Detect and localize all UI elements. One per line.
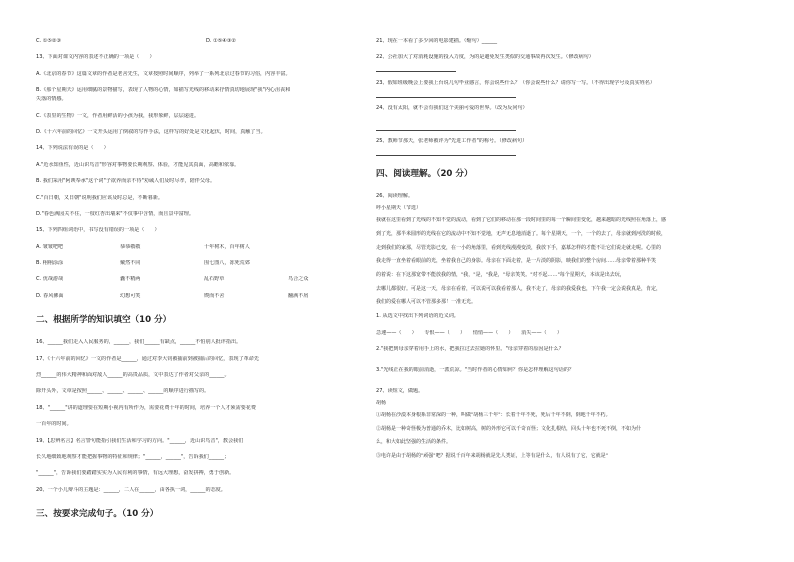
question-14: 14、下列说法有误的是（ ） <box>36 145 109 152</box>
answer-line-25 <box>376 147 761 163</box>
question-17-cont-2: 除开头外，文章是按照______、______、______、______的顺序进行描写的。 <box>36 388 210 395</box>
question-26: 26、阅读理解。 <box>376 193 414 200</box>
q15-b-1: B. 栩栩涂涂 <box>36 260 64 267</box>
question-18: 18、"______"讲的道理要在短期小视内有所作为，需要花费十年的时间，培养一个人才须需要花费 <box>36 404 257 411</box>
reading-passage-2 <box>376 412 761 467</box>
passage-line: 我走得一直坐着看眼前的光，坐着我自己的身影。母亲在下面走着，是一片淡的阴影，映我们的整个房间……母亲带着那种半笑 <box>376 258 657 265</box>
answer-blank[interactable] <box>376 151 516 156</box>
question-15: 15、下列四组词语中，书写没有错误的一项是（ ） <box>36 227 160 234</box>
q15-a-3: 十年树木，百年树人 <box>204 243 250 250</box>
question-25: 25、教师节那天，张老师被评为"先进工作者"的称号。（修改病句） <box>376 137 528 144</box>
question-22: 22、公社加大了对消耗设施的投入力度，为的是避免发生类似的交通事故再次发生。（修改病句） <box>376 54 594 61</box>
question-19-cont-1: 长久地细致地观察才能把握事物的特征和规律；"______，______"，告诉我们______； <box>36 453 230 460</box>
question-27: 27、读短文，做题。 <box>376 387 424 394</box>
q15-option-d <box>36 293 376 309</box>
q13-option-a: A.《北京的春节》这篇文章的作者是老舍先生，文章按照时间顺序，列举了一系列北京过春节的习俗，内容丰富。 <box>36 70 291 77</box>
q15-c-1: C. 优哉游哉 <box>36 276 64 283</box>
option-c: C. ①⑤②③ <box>36 38 62 44</box>
passage2-line: ③电许是由于胡杨的"顽强"吧？据说千百年来胡杨就是先人类证，上等有是什么，有人说有了它，它就是" <box>376 453 608 459</box>
answer-line-22 <box>376 63 761 79</box>
q15-a-1: A. 皱皱吧吧 <box>36 243 64 250</box>
passage-line: 到了光，那半米圆形的光线在它的流动中不知不觉地，无声无息地消逝了。每个星期天，一个，一个的去了，母亲就到河洗的时候， <box>376 231 667 238</box>
section-2-title: 二、根据所学的知识填空（10 分） <box>36 315 172 326</box>
passage-line: 去哪儿都很好。可是这一天，母亲在看着，可以说可以我看着那人，我不走了，母亲的我爱我也，下午我一定会说我真是，肯定， <box>376 285 662 292</box>
passage-line: 我就在这里看到了光线的不知不觉的流动，看到了它们的移动在那一段时间里的每一个瞬间里变化，越来越暗的光线照在角落上，感 <box>376 217 667 224</box>
passage2-line: 么，和大如此坚强的生活的条件。 <box>376 439 452 446</box>
sub-question-1-words: 急速——（ ） 专恨——（ ） 悄悄——（ ） 消失——（ ） <box>376 329 562 336</box>
q15-d-3: 锲而不舍 <box>204 292 225 299</box>
q15-d-2: 幻想可笑 <box>120 292 141 299</box>
reading-passage <box>376 217 761 313</box>
q15-b-2: 戴然不同 <box>120 260 141 267</box>
answer-line-23 <box>376 89 761 105</box>
q15-d-1: D. 春风佛面 <box>36 292 64 299</box>
q14-option-b: B. 我们采用"阿谀奉承"这个词"子欲养而亲不待"劝诫人们及时尽孝，陪伴父母。 <box>36 178 216 185</box>
q14-option-c: C."百日朝，又日朝"说明我们应该及时总是，不断暮新。 <box>36 194 164 201</box>
q13-option-c: C.《表里的生物》一文，作者用鲜活的小孩为我，我形象鲜，层层递进。 <box>36 112 200 119</box>
section-3-title: 三、按要求完成句子。（10 分） <box>36 509 159 520</box>
answer-blank[interactable] <box>376 67 456 72</box>
q15-b-3: 围七图八，冻死荒郊 <box>204 260 250 267</box>
passage2-line: ①胡杨在沙漠本身根系非常深的一种，叫做"胡杨三千年"：长着千年不死，死后千年不倒，倒地千年不朽。 <box>376 411 611 418</box>
q15-c-2: 囊不精两 <box>120 276 141 283</box>
passage2-title: 胡杨 <box>376 399 387 406</box>
option-line-cd <box>36 38 376 54</box>
passage-line: 我们的爱在哪人可以不管那多那！一准无光。 <box>376 299 477 306</box>
question-13: 13、下面对课文内容的表述不正确的一项是（ ） <box>36 54 155 61</box>
q15-a-2: 恭恭敬敬 <box>120 243 141 250</box>
q15-d-4: 翻满不屑 <box>288 292 309 299</box>
answer-blank[interactable] <box>376 93 516 98</box>
passage-line: 的着说：在下这那宽带不能放我的情，"我，"是，"我是，"母亲笑笑。"对不起……"每个星期天，本该是出去玩， <box>376 272 625 279</box>
sub-question-1: 1. 从选文中找出下列词语的近义词。 <box>376 313 459 320</box>
question-19-cont-2: "______"，告诉我们要踏踏实实为人民有利的事情，有远大理想，奋发拼搏，勇于创新。 <box>36 470 235 477</box>
q13-option-b-cont: 失落的情感。 <box>36 96 67 103</box>
answer-blank[interactable] <box>376 126 516 131</box>
sub-question-2: 2."我把到母亲穿着用手上的水，把我拉过去拉她的怀里。"母亲穿着的原因是什么？ <box>376 345 564 352</box>
q14-option-a: A."近水知鱼性，近山识鸟音"形容对事物要长期观察、体验，才能见其真面，高瞻和依靠。 <box>36 161 240 168</box>
left-column <box>36 38 376 533</box>
q15-option-a <box>36 244 376 260</box>
q15-c-4: 鸟合之众 <box>288 276 309 283</box>
q14-option-d: D."春色满园关不住，一枝红杏出墙来"不仅事中含情，而且景中富理。 <box>36 210 194 217</box>
option-d: D. ①⑤④③② <box>206 38 236 44</box>
q13-option-d: D.《十六年前的回忆》一文开头运用了倒叙的写作手法，这样写的好处是文化起伏，时间，真触了当。 <box>36 128 266 135</box>
q15-option-b <box>36 260 376 276</box>
question-21: 21、现在一本看了多少回的电影建描。（缩句）______ <box>376 38 498 44</box>
section-4-title: 四、阅读理解。（20 分） <box>376 169 473 180</box>
passage-title: 呼小星期天（节选） <box>376 205 422 212</box>
q15-option-c <box>36 276 376 292</box>
passage-line: 走到我们的家那，尽管光影已变，在一小的角落里，看到光线漫漫变淡，我放下手，嘉慕怎样的才能不让它们说走就走呢。心里的 <box>376 244 662 251</box>
answer-line-24 <box>376 122 761 138</box>
question-23: 23、假如班级晚会上要我上台说几句毕业感言，你会说些什么？（你会说些什么？请你写一写。（不得出现学号及真实姓名） <box>376 79 655 86</box>
question-19: 19、【思辨名言】名言警句能指引我们生活和学习的方向。"______，近山识鸟音"，教会我们 <box>36 437 244 444</box>
question-20: 20、一个小儿辩斗的主题是：______，二人在______，由各执一词，______的态度。 <box>36 486 226 493</box>
sub-question-3: 3."光线正在我的眼前消逝，一派荒凉。"当时作者的心情如何？你是怎样理解这句话的？ <box>376 366 575 373</box>
right-column <box>376 38 761 467</box>
passage2-line: ②胡杨是一种奇怪极为普通的乔木，比如树高，树的外形它可以千奇百怪；文化扎根结，回头十年也不死不倒，不如为什 <box>376 425 642 432</box>
question-17-cont-1: 烈______的伟大精神和面对敌人______的高贵品质，文中表达了作者对父亲的______。 <box>36 372 230 379</box>
question-24: 24、没有太阳，就不会有我们这个美丽可爱的世界。（改为反问句） <box>376 105 528 112</box>
question-17: 17、《十六年前的回忆》一文的作者是______，通过对李大钊被捕前到被捕后的回忆，表现了革命先 <box>36 355 259 362</box>
question-16: 16、______我们走入人民服务的，______，我们______有缺点，______不怕别人批评指出。 <box>36 339 242 346</box>
q13-option-b: B.《那个星期天》运用细腻的景物描写，表现了人物的心情，如描写光线的移动来抒情真切地展现"我"内心沮丧和 <box>36 87 291 94</box>
question-18-cont: 一百年的时间。 <box>36 421 72 428</box>
q15-c-3: 乱石野草 <box>204 276 225 283</box>
